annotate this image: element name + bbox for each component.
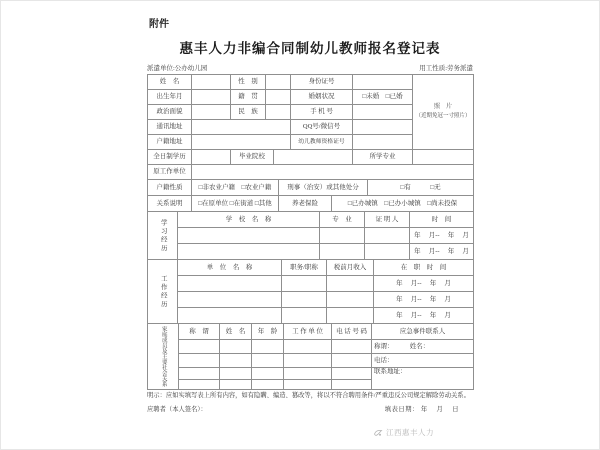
- family-phone-cell: [332, 340, 372, 354]
- mailing-address-value-cell: [192, 120, 291, 135]
- fulltime-education-value-cell: [192, 150, 231, 165]
- birth-date-label: 出生年月: [148, 90, 192, 105]
- work-unit-cell: [178, 308, 282, 324]
- emergency-contact-address-line: 联系地址：: [372, 368, 474, 390]
- family-unit-cell: [284, 340, 332, 354]
- photo-note: （近期免冠一寸照片）: [415, 113, 471, 120]
- family-relation-cell: [179, 368, 220, 380]
- study-major-cell: [320, 244, 365, 260]
- relation-pension-row: [147, 195, 474, 212]
- name-label: 姓 名: [148, 75, 192, 90]
- family-unit-cell: [284, 380, 332, 390]
- personal-info-table: [147, 74, 474, 150]
- gender-label: 性 别: [231, 75, 266, 90]
- residence-address-value-cell: [192, 135, 291, 150]
- relation-note-label: 关系说明: [148, 196, 192, 212]
- family-phone-header: 电 话 号 码: [332, 324, 372, 340]
- study-school-header: 学 校 名 称: [178, 212, 320, 228]
- native-place-label: 籍 贯: [231, 90, 266, 105]
- brand-watermark: [373, 427, 434, 438]
- family-relation-cell: [179, 340, 220, 354]
- family-unit-header: 工 作 单 位: [284, 324, 332, 340]
- study-major-cell: [320, 228, 365, 244]
- family-members-table: [147, 323, 474, 390]
- family-unit-cell: [284, 354, 332, 368]
- family-relation-cell: [179, 354, 220, 368]
- political-status-label: 政治面貌: [148, 105, 192, 120]
- family-age-header: 年 龄: [252, 324, 284, 340]
- family-age-cell: [252, 354, 284, 368]
- applicant-signature-label: 应聘者（本人签名）：: [147, 406, 207, 413]
- teacher-cert-label: 幼儿教师资格证号: [291, 135, 353, 150]
- education-row: [147, 149, 474, 165]
- study-school-cell: [178, 228, 320, 244]
- family-name-cell: [220, 340, 252, 354]
- photo-title: 照 片: [433, 104, 452, 111]
- family-name-cell: [220, 368, 252, 380]
- teacher-cert-value-cell: [353, 135, 413, 150]
- relation-note-checkboxes: □在原单位 □在街道 □其他: [192, 196, 279, 212]
- native-place-value-cell: [266, 90, 291, 105]
- family-name-header: 姓 名: [220, 324, 252, 340]
- work-unit-cell: [178, 292, 282, 308]
- fill-date-block: [385, 404, 459, 413]
- brand-logo-icon: [373, 428, 383, 438]
- major-value-cell: [413, 150, 474, 165]
- penalty-label: 刑事（治安）或其他处分: [279, 180, 368, 196]
- residence-address-label: 户籍地址: [148, 135, 192, 150]
- family-relation-cell: [179, 380, 220, 390]
- hukou-type-checkboxes: □非农业户籍 □农业户籍: [192, 180, 279, 196]
- work-title-cell: [282, 308, 327, 324]
- major-label: 所学专业: [353, 150, 413, 165]
- family-age-cell: [252, 368, 284, 380]
- marital-status-checkboxes: □未婚 □已婚: [353, 90, 413, 105]
- previous-unit-value-cell: [192, 165, 474, 180]
- family-name-cell: [220, 380, 252, 390]
- fill-date-label: 填表日期：: [384, 406, 419, 413]
- qq-wechat-value-cell: [353, 120, 413, 135]
- work-time-header: 在 职 时 间: [374, 260, 474, 276]
- college-value-cell: [274, 150, 353, 165]
- study-reference-cell: [365, 244, 410, 260]
- attachment-label: 附件: [149, 19, 169, 30]
- pension-label: 养老保险: [279, 196, 332, 212]
- study-experience-table: [147, 211, 474, 260]
- work-income-cell: [327, 308, 374, 324]
- fulltime-education-label: 全日制学历: [148, 150, 192, 165]
- signature-line: [147, 404, 459, 413]
- work-unit-header: 单 位 名 称: [178, 260, 282, 276]
- work-unit-cell: [178, 276, 282, 292]
- form-subheader: [147, 63, 473, 72]
- study-section-label: 学习经历: [148, 212, 178, 260]
- birth-date-value-cell: [192, 90, 231, 105]
- emergency-contact-phone-line: 电话：: [372, 354, 474, 368]
- work-time-range: 年 月-- 年 月: [374, 292, 474, 308]
- fill-date-blank: 年 月 日: [420, 406, 459, 413]
- mobile-label: 手 机 号: [291, 105, 353, 120]
- study-reference-header: 证 明 人: [365, 212, 410, 228]
- name-value-cell: [192, 75, 231, 90]
- pension-checkboxes: □已办城镇 □已办小城镇 □尚未投保: [332, 196, 474, 212]
- family-phone-cell: [332, 354, 372, 368]
- honesty-notice: 明示：应如实填写表上所有内容，如有隐瞒、编造、篡改等，将以不符合聘用条件/严重违反公司规定解除劳动关系。: [147, 392, 470, 399]
- work-income-cell: [327, 276, 374, 292]
- hukou-penalty-row: [147, 179, 474, 196]
- gender-value-cell: [266, 75, 291, 90]
- marital-status-label: 婚姻状况: [291, 90, 353, 105]
- family-name-cell: [220, 354, 252, 368]
- study-time-range: 年 月-- 年 月: [410, 244, 474, 260]
- family-age-cell: [252, 340, 284, 354]
- family-age-cell: [252, 380, 284, 390]
- family-relation-header: 称 谓: [179, 324, 220, 340]
- family-section-label: 家庭成员及主要社会关系: [148, 324, 179, 390]
- id-number-value-cell: [353, 75, 413, 90]
- family-phone-cell: [332, 380, 372, 390]
- qq-wechat-label: QQ号/微信号: [291, 120, 353, 135]
- employment-nature-label: 用工性质:劳务派遣: [419, 65, 473, 72]
- ethnicity-label: 民 族: [231, 105, 266, 120]
- emergency-contact-name-line: 称谓： 姓名：: [372, 340, 474, 354]
- study-time-range: 年 月-- 年 月: [410, 228, 474, 244]
- study-time-header: 时 间: [410, 212, 474, 228]
- form-title: 惠丰人力非编合同制幼儿教师报名登记表: [179, 41, 441, 56]
- dispatch-unit-label: 派遣单位:公办幼儿园: [147, 65, 208, 72]
- emergency-contact-header: 应急事件联系人: [372, 324, 474, 340]
- work-title-cell: [282, 292, 327, 308]
- work-time-range: 年 月-- 年 月: [374, 308, 474, 324]
- work-time-range: 年 月-- 年 月: [374, 276, 474, 292]
- previous-unit-row: [147, 164, 474, 180]
- work-income-cell: [327, 292, 374, 308]
- photo-box: [413, 75, 474, 150]
- work-experience-table: [147, 259, 474, 324]
- id-number-label: 身份证号: [291, 75, 353, 90]
- penalty-checkboxes: □有 □无: [368, 180, 474, 196]
- mobile-value-cell: [353, 105, 413, 120]
- college-label: 毕业院校: [231, 150, 274, 165]
- ethnicity-value-cell: [266, 105, 291, 120]
- mailing-address-label: 通讯地址: [148, 120, 192, 135]
- work-section-label: 工作经历: [148, 260, 178, 324]
- brand-text: 江西惠丰人力: [386, 428, 434, 437]
- work-income-header: 税前月收入: [327, 260, 374, 276]
- family-unit-cell: [284, 368, 332, 380]
- registration-table: [147, 74, 473, 390]
- study-reference-cell: [365, 228, 410, 244]
- political-status-value-cell: [192, 105, 231, 120]
- work-title-header: 职务/职称: [282, 260, 327, 276]
- study-school-cell: [178, 244, 320, 260]
- study-major-header: 专 业: [320, 212, 365, 228]
- work-title-cell: [282, 276, 327, 292]
- previous-unit-label: 原工作单位: [148, 165, 192, 180]
- family-phone-cell: [332, 368, 372, 380]
- hukou-type-label: 户籍性质: [148, 180, 192, 196]
